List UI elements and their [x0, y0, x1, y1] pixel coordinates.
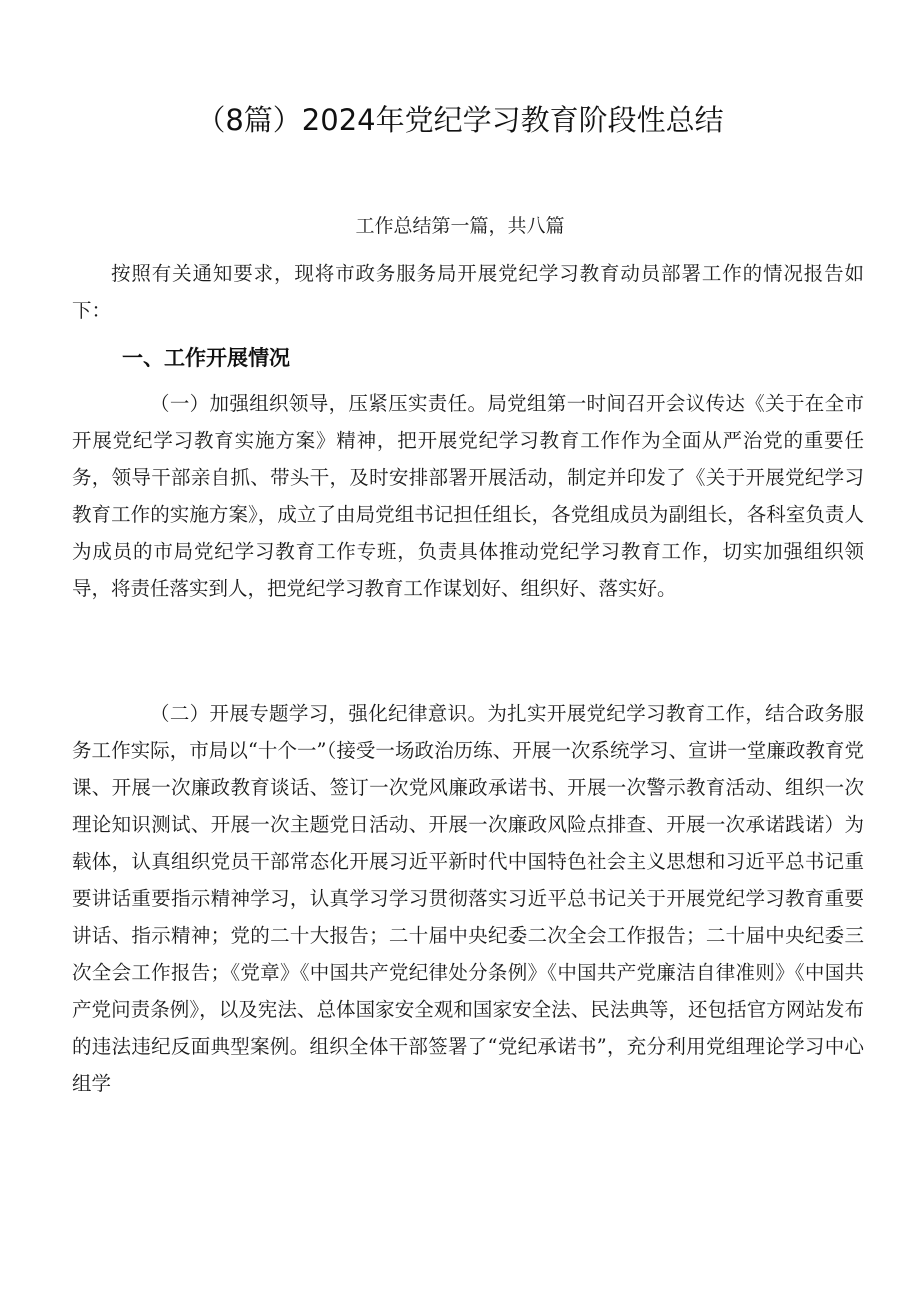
section-heading: 一、工作开展情况	[122, 346, 290, 370]
document-title: （8篇）2024年党纪学习教育阶段性总结	[196, 103, 724, 137]
intro-paragraph: 按照有关通知要求，现将市政务服务局开展党纪学习教育动员部署工作的情况报告如下：	[72, 262, 864, 322]
body-paragraph-1: （一）加强组织领导，压紧压实责任。局党组第一时间召开会议传达《关于在全市开展党纪学习教育实施方案》精神，把开展党纪学习教育工作作为全面从严治党的重要任务，领导干部亲自抓、带头干，及时安排部署开展活动，制定并印发了《关于开展党纪学习教育工作的实施方案》，成立了由局党组书记担任组长，各党组成员为副组长，各科室负责人为成员的市局党纪学习教育工作专班，负责具体推动党纪学习教育工作，切实加强组织领导，将责任落实到人，把党纪学习教育工作谋划好、组织好、落实好。	[72, 392, 864, 600]
document-subtitle: 工作总结第一篇，共八篇	[355, 215, 565, 237]
body-paragraph-2: （二）开展专题学习，强化纪律意识。为扎实开展党纪学习教育工作，结合政务服务工作实际，市局以“十个一”（接受一场政治历练、开展一次系统学习、宣讲一堂廉政教育党课、开展一次廉政教育谈话、签订一次党风廉政承诺书、开展一次警示教育活动、组织一次理论知识测试、开展一次主题党日活动、开展一次廉政风险点排查、开展一次承诺践诺）为载体，认真组织党员干部常态化开展习近平新时代中国特色社会主义思想和习近平总书记重要讲话重要指示精神学习，认真学习学习贯彻落实习近平总书记关于开展党纪学习教育重要讲话、指示精神；党的二十大报告；二十届中央纪委二次全会工作报告；二十届中央纪委三次全会工作报告；《党章》《中国共产党纪律处分条例》《中国共产党廉洁自律准则》《中国共产党问责条例》，以及宪法、总体国家安全观和国家安全法、民法典等，还包括官方网站发布的违法违纪反面典型案例。组织全体干部签署了“党纪承诺书”，充分利用党组理论学习中心组学	[72, 702, 864, 1095]
